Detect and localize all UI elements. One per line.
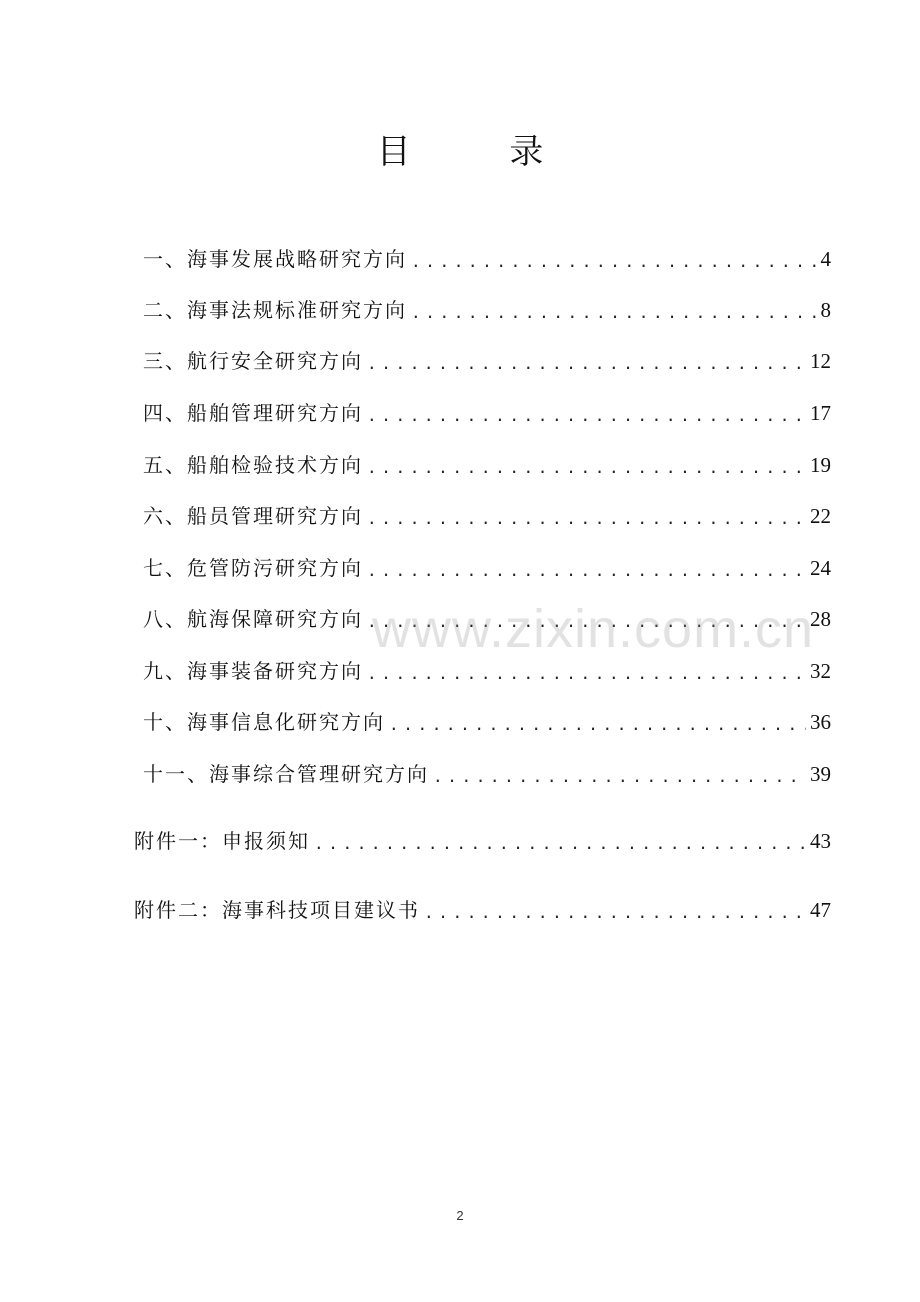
toc-entry-label: 附件一：申报须知 — [134, 829, 310, 853]
watermark: www.zixin.com.cn — [372, 599, 815, 659]
toc-entry-page: 17 — [810, 401, 831, 425]
page-number: 2 — [456, 1208, 464, 1223]
dot-leader — [367, 456, 806, 480]
toc-entry-page: 8 — [820, 298, 831, 322]
toc-entry-label: 九、海事装备研究方向 — [143, 659, 363, 683]
toc-entry-ship-inspection[interactable] — [143, 450, 831, 480]
toc-entry-maritime-equipment[interactable] — [143, 656, 831, 686]
toc-entry-page: 4 — [820, 247, 831, 271]
dot-leader — [314, 832, 806, 856]
toc-entry-appendix-1[interactable] — [134, 826, 831, 856]
toc-entry-label: 七、危管防污研究方向 — [143, 556, 363, 580]
dot-leader — [411, 250, 817, 274]
toc-entry-label: 八、航海保障研究方向 — [143, 607, 363, 631]
page-title: 目 录 — [376, 132, 588, 172]
dot-leader — [433, 765, 806, 789]
toc-entry-crew-management[interactable] — [143, 501, 831, 531]
toc-entry-comprehensive-management[interactable] — [143, 759, 831, 789]
toc-entry-page: 47 — [810, 898, 831, 922]
toc-entry-navigation-safety[interactable] — [143, 346, 831, 376]
toc-entry-appendix-2[interactable] — [134, 895, 831, 925]
toc-entry-ship-management[interactable] — [143, 398, 831, 428]
toc-entry-label: 五、船舶检验技术方向 — [143, 453, 363, 477]
toc-entry-page: 43 — [810, 829, 831, 853]
toc-entry-label: 六、船员管理研究方向 — [143, 504, 363, 528]
toc-entry-page: 22 — [810, 504, 831, 528]
dot-leader — [367, 352, 806, 376]
toc-entry-page: 36 — [810, 710, 831, 734]
dot-leader — [367, 507, 806, 531]
toc-entry-page: 39 — [810, 762, 831, 786]
dot-leader — [389, 713, 806, 737]
toc-entry-label: 十、海事信息化研究方向 — [143, 710, 385, 734]
toc-entry-label: 一、海事发展战略研究方向 — [143, 247, 407, 271]
dot-leader — [367, 610, 806, 634]
toc-entry-page: 24 — [810, 556, 831, 580]
toc-entry-page: 19 — [810, 453, 831, 477]
toc-entry-page: 32 — [810, 659, 831, 683]
toc-entry-page: 12 — [810, 349, 831, 373]
toc-entry-navigation-support[interactable] — [143, 604, 831, 634]
toc-entry-strategy[interactable] — [143, 244, 831, 274]
dot-leader — [367, 662, 806, 686]
dot-leader — [367, 559, 806, 583]
toc-entry-regulations[interactable] — [143, 295, 831, 325]
toc-entry-label: 四、船舶管理研究方向 — [143, 401, 363, 425]
toc-entry-label: 三、航行安全研究方向 — [143, 349, 363, 373]
toc-entry-pollution-prevention[interactable] — [143, 553, 831, 583]
toc-entry-page: 28 — [810, 607, 831, 631]
dot-leader — [424, 901, 806, 925]
toc-entry-informatization[interactable] — [143, 707, 831, 737]
toc-entry-label: 二、海事法规标准研究方向 — [143, 298, 407, 322]
dot-leader — [367, 404, 806, 428]
toc-entry-label: 附件二：海事科技项目建议书 — [134, 898, 420, 922]
toc-entry-label: 十一、海事综合管理研究方向 — [143, 762, 429, 786]
dot-leader — [411, 301, 817, 325]
